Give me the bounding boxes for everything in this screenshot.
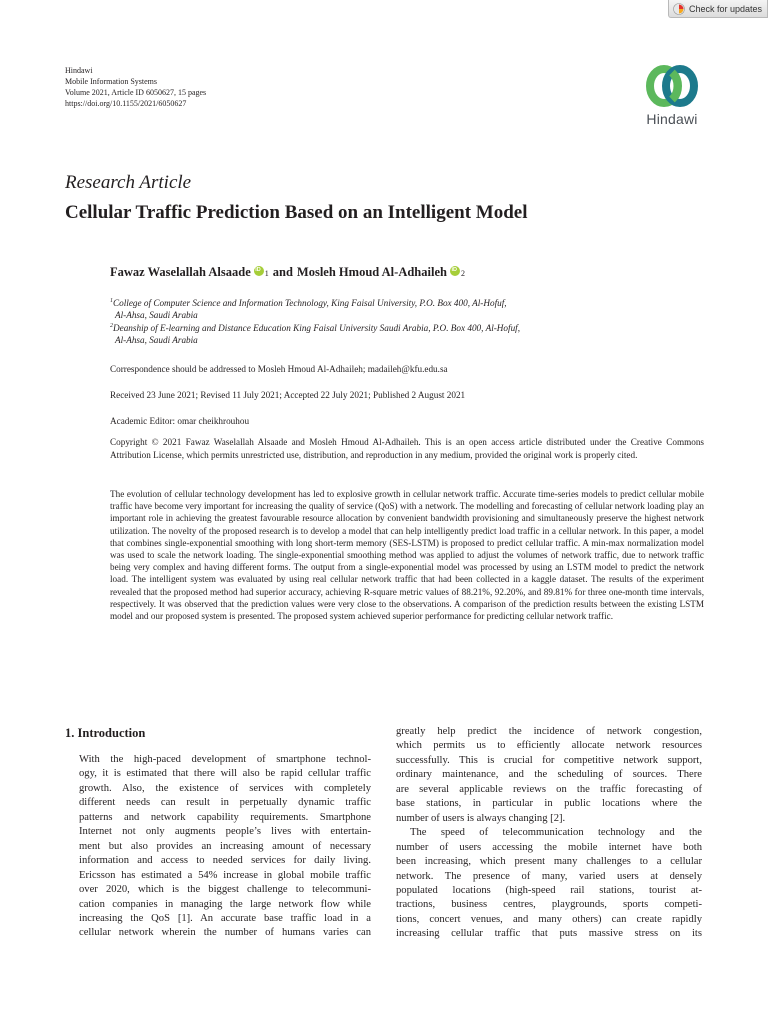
affiliation-line: College of Computer Science and Information Technology, King Faisal University, P.O. Box 400, Al-Hofuf, <box>113 298 507 309</box>
text-line: greatly help predict the incidence of network congestion, <box>396 726 702 737</box>
affiliation-line: Al-Ahsa, Saudi Arabia <box>115 309 198 320</box>
article-type: Research Article <box>65 172 192 193</box>
affiliation-line: Deanship of E-learning and Distance Education King Faisal University Saudi Arabia, P.O. Box 400, Al-Hofuf, <box>113 323 521 334</box>
text-line: patterns and network capability requirements. Smartphone <box>79 811 371 823</box>
text-line: been increasing, which present many challenges to a cellular <box>396 856 702 868</box>
text-line: number of users is always changing [2]. <box>396 812 566 824</box>
text-line: over 2020, which is the biggest challenge to telecommuni- <box>79 884 371 896</box>
text-line: ogy, it is estimated that there will also be rapid cellular traffic <box>79 768 371 780</box>
affiliation-sup: 1 <box>110 298 113 304</box>
orcid-icon[interactable] <box>450 266 460 276</box>
abstract: The evolution of cellular technology development has led to explosive growth in cellular network traffic. Accurate time-series models to predict cellular mobile traffic have become very important for increasing the quality of service (QoS) with a network. The modelling and forecasting of cellular network loading play an important role in achieving the greatest favourable resource allocation by convenient bandwidth provisioning and simultaneously preserve the highest network utilization. The novelty of the proposed research is to develop a model that can help intelligently predict load traffic in a cellular network. In this paper, a model that combines single-exponential smoothing with long short-term memory (SES-LSTM) is proposed to predict cellular traffic. A min-max normalization model was used to scale the network loading. The single-exponential smoothing method was applied to adjust the volumes of network traffic, due to network traffic being very complex and having different forms. The output from a single-exponential model was processed by using an LSTM model to predict the network load. The intelligent system was evaluated by using real cellular network traffic that had been collected in a kaggle dataset. The results of the experiment revealed that the proposed method had superior accuracy, achieving R-square metric values of 88.21%, 92.20%, and 89.81% for three one-month time intervals, respectively. It was observed that the prediction values were very close to the observations. A comparison of the prediction results between the existing LSTM model and our proposed system is presented. The proposed system achieved superior performance for predicting cellular network traffic. <box>110 489 704 622</box>
text-line: growth. Also, the existence of services with completely <box>79 782 371 794</box>
text-line: ordinary maintenance, and the scheduling of sources. There <box>396 769 702 781</box>
affiliation <box>110 296 630 321</box>
text-line: cellular network wherein the number of humans varies can <box>79 927 371 939</box>
text-line: information and access to needed services for daily living. <box>79 855 371 867</box>
body-paragraph <box>65 753 371 941</box>
author-name: Fawaz Waselallah Alsaade <box>110 265 251 279</box>
author-affil-sup: 2 <box>460 269 465 278</box>
body-column-left <box>65 753 371 941</box>
text-line: different needs can result in perpetually dynamic traffic <box>79 797 371 809</box>
text-line: Ericsson has estimated a 54% increase in global mobile traffic <box>79 869 371 881</box>
affiliations <box>110 296 630 346</box>
body-column-right <box>396 725 702 942</box>
journal-publisher: Hindawi <box>65 66 93 75</box>
text-line: base stations, in particular in public locations where the <box>396 798 702 810</box>
journal-meta <box>65 65 206 109</box>
author-affil-sup: 1 <box>264 269 269 278</box>
body-paragraph <box>396 725 702 826</box>
journal-volume: Volume 2021, Article ID 6050627, 15 pages <box>65 88 207 97</box>
text-line: tractions, business centres, playgrounds, sports competi- <box>396 899 702 911</box>
academic-editor: Academic Editor: omar cheikhrouhou <box>110 416 250 426</box>
author-name: Mosleh Hmoud Al-Adhaileh <box>296 265 447 279</box>
check-updates-icon <box>673 3 685 15</box>
text-line: increasing cellular traffic that puts massive stress on its <box>396 928 702 940</box>
text-line: The speed of telecommunication technology and the <box>410 827 702 839</box>
hindawi-logo-icon <box>642 62 702 110</box>
journal-doi-link[interactable]: https://doi.org/10.1155/2021/6050627 <box>65 99 187 108</box>
author-list <box>110 265 465 280</box>
text-line: With the high-paced development of smartphone technol- <box>79 754 371 765</box>
affiliation-sup: 2 <box>110 323 113 330</box>
affiliation <box>110 321 630 346</box>
publisher-logo-text: Hindawi <box>646 111 698 127</box>
text-line: which permits us to efficiently allocate network resources <box>396 740 702 752</box>
check-for-updates-button[interactable] <box>668 0 768 18</box>
publisher-logo <box>632 62 712 127</box>
text-line: tions, concert venues, and many others) can create rapidly <box>396 913 702 925</box>
orcid-icon[interactable] <box>254 266 264 276</box>
text-line: successfully. This is crucial for competitive network support, <box>396 754 702 766</box>
text-line: network. The presence of many, varied users at densely <box>396 870 702 882</box>
journal-name: Mobile Information Systems <box>65 77 157 86</box>
section-heading: 1. Introduction <box>65 726 146 740</box>
affiliation-line: Al-Ahsa, Saudi Arabia <box>115 334 198 345</box>
publication-dates: Received 23 June 2021; Revised 11 July 2021; Accepted 22 July 2021; Published 2 August 2021 <box>110 390 466 400</box>
text-line: Internet not only augments people’s lives with entertain- <box>79 826 371 838</box>
article-title: Cellular Traffic Prediction Based on an Intelligent Model <box>65 202 528 223</box>
author-conjunction: and <box>272 265 293 279</box>
copyright-notice: Copyright © 2021 Fawaz Waselallah Alsaade and Mosleh Hmoud Al-Adhaileh. This is an open access article distributed under the Creative Commons Attribution License, which permits unrestricted use, distribution, and reproduction in any medium, provided the original work is properly cited. <box>110 437 704 460</box>
body-paragraph <box>396 826 702 942</box>
text-line: cation companies in managing the large network flow while <box>79 898 371 910</box>
text-line: are several applicable reviews on the traffic forecasting of <box>396 783 702 795</box>
text-line: populated locations (high-speed rail stations, tourist at- <box>396 884 702 896</box>
check-updates-label: Check for updates <box>689 3 763 14</box>
text-line: number of users accessing the mobile internet have both <box>396 841 702 853</box>
text-line: increasing the QoS [1]. An accurate base traffic load in a <box>79 912 371 924</box>
correspondence: Correspondence should be addressed to Mosleh Hmoud Al-Adhaileh; madaileh@kfu.edu.sa <box>110 364 448 374</box>
text-line: ment but also provides an increasing amount of necessary <box>79 840 371 852</box>
